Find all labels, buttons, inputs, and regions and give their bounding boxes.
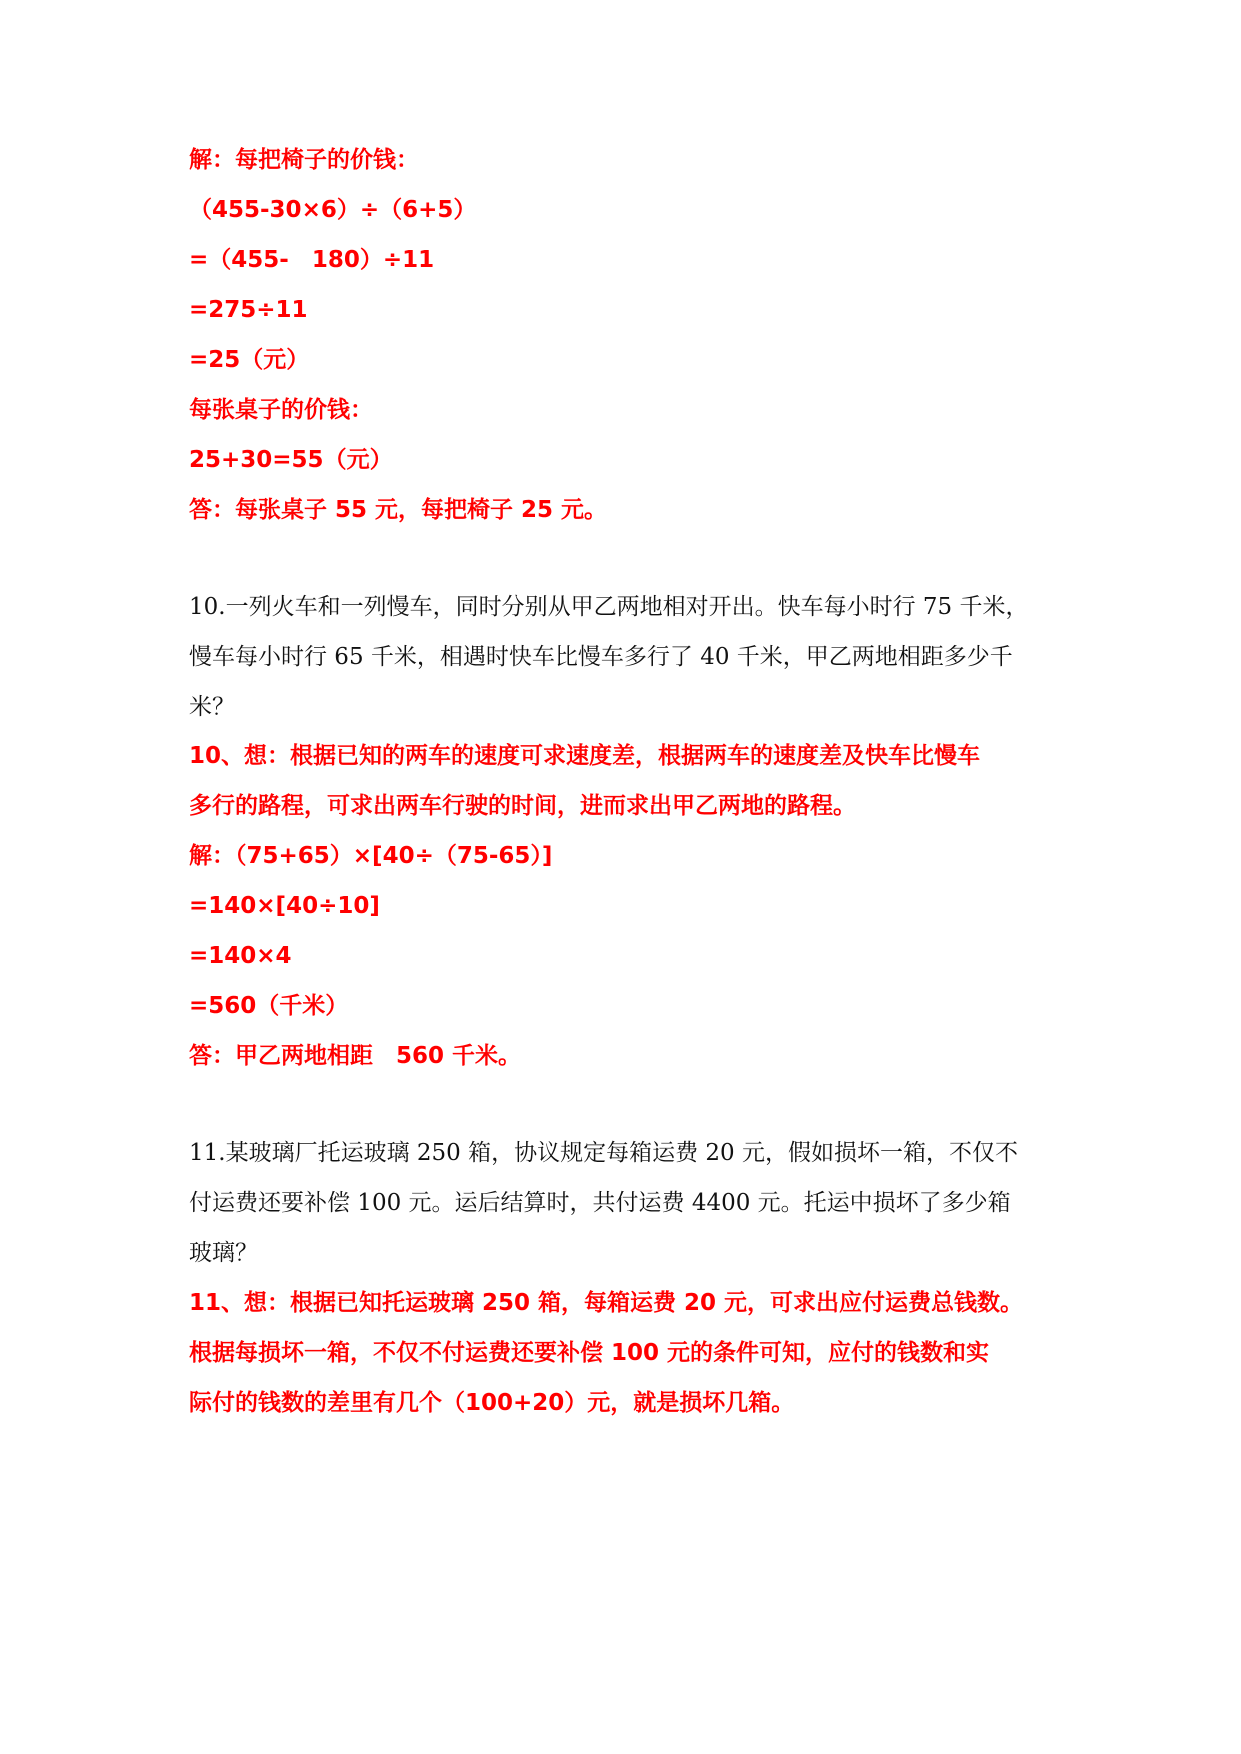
answer11-think3: 际付的钱数的差里有几个（100+20）元，就是损坏几箱。: [189, 1390, 795, 1416]
answer10-think2: 多行的路程，可求出两车行驶的时间，进而求出甲乙两地的路程。: [189, 793, 856, 819]
answer10-final: 答：甲乙两地相距 560 千米。: [189, 1043, 522, 1069]
question10-line3: 米？: [189, 694, 235, 720]
answer10-solve: 解：（75+65）×[40÷（75-65）]: [189, 843, 553, 869]
answer10-step1: =140×[40÷10]: [189, 893, 380, 919]
answer9-step3: =275÷11: [189, 297, 308, 323]
question11-line2: 付运费还要补偿 100 元。运后结算时，共付运费 4400 元。托运中损坏了多少箱: [189, 1190, 1011, 1216]
answer11-think1: 11、想：根据已知托运玻璃 250 箱，每箱运费 20 元，可求出应付运费总钱数。: [189, 1290, 1024, 1316]
question11-line1: 11.某玻璃厂托运玻璃 250 箱，协议规定每箱运费 20 元，假如损坏一箱，不仅不: [189, 1140, 1018, 1166]
answer9-step4: =25（元）: [189, 347, 310, 373]
question10-line2: 慢车每小时行 65 千米，相遇时快车比慢车多行了 40 千米，甲乙两地相距多少千: [189, 644, 1013, 670]
answer9-solve-chair: 解：每把椅子的价钱：: [189, 147, 419, 173]
answer10-think1: 10、想：根据已知的两车的速度可求速度差，根据两车的速度差及快车比慢车: [189, 743, 981, 769]
question11-line3: 玻璃？: [189, 1240, 258, 1266]
answer9-step1: （455-30×6）÷（6+5）: [189, 197, 477, 223]
question10-line1: 10.一列火车和一列慢车，同时分别从甲乙两地相对开出。快车每小时行 75 千米，: [189, 594, 1029, 620]
answer11-think2: 根据每损坏一箱，不仅不付运费还要补偿 100 元的条件可知，应付的钱数和实: [189, 1340, 990, 1366]
answer9-final: 答：每张桌子 55 元，每把椅子 25 元。: [189, 497, 608, 523]
answer10-step3: =560（千米）: [189, 993, 349, 1019]
answer10-step2: =140×4: [189, 943, 292, 969]
answer9-table-label: 每张桌子的价钱：: [189, 397, 373, 423]
answer9-step2: =（455- 180）÷11: [189, 247, 435, 273]
answer9-table-calc: 25+30=55（元）: [189, 447, 393, 473]
